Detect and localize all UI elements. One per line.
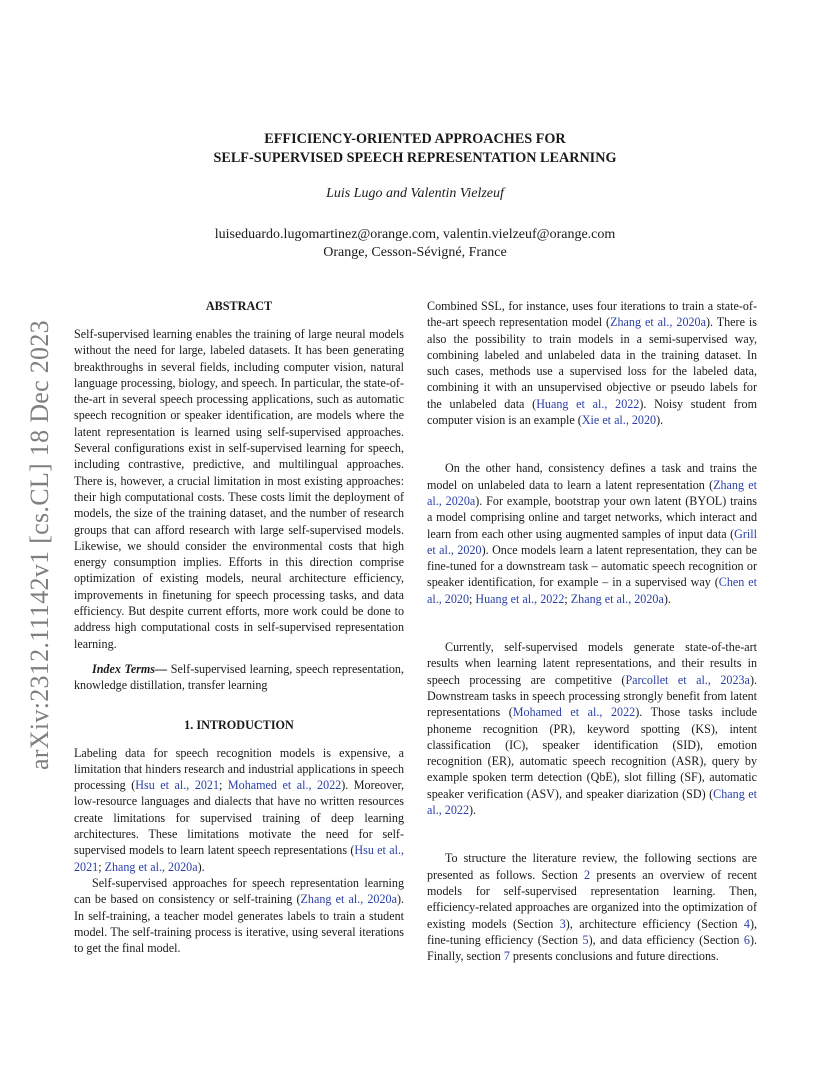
index-terms (74, 661, 404, 694)
affiliation-block (130, 226, 700, 262)
citation-link[interactable]: Zhang et al., 2020a (104, 859, 198, 874)
author-emails: luiseduardo.lugomartinez@orange.com, valentin.vielzeuf@orange.com (214, 227, 616, 242)
abstract-text: Self-supervised learning enables the training of large neural models without the need for large, labeled datasets. It has been generating breakthroughs in several fields, including computer vision, natural language processing, biology, and speech. In particular, the state-of-the-art in several speech processing applications, such as automatic speech recognition or speaker identification, are models where the latent representation is learned using self-supervised approaches. Several configurations exist in self-supervised learning for speech, including contrastive, predictive, and multilingual approaches. There is, however, a crucial limitation in most existing approaches: their high computational costs. These costs limit the deployment of models, the size of the training dataset, and the number of research groups that can afford research with large self-supervised models. Likewise, we should consider the environmental costs that high energy consumption implies. Efforts in this direction comprise optimization of existing models, neural architecture efficiency, improvements in finetuning for speech processing tasks, and data efficiency. But despite current efforts, more work could be done to address high computational costs in self-supervised representation learning. (74, 327, 404, 651)
affiliation: Orange, Cesson-Sévigné, France (323, 245, 507, 260)
intro-paragraph-2: Self-supervised approaches for speech representation learning can be based on consistency or self-training (Zhang et al., 2020a). In self-training, a teacher model generates labels to train a student model. The self-training process is iterative, using several iterations to get the final model. (74, 875, 405, 956)
section-link[interactable]: 3 (559, 916, 566, 931)
citation-link[interactable]: Chen et al., 2020 (427, 575, 758, 606)
citation-link[interactable]: Zhang et al., 2020a (570, 591, 664, 606)
citation-link[interactable]: Huang et al., 2022 (536, 396, 640, 411)
intro-paragraph-6: To structure the literature review, the following sections are presented as follows. Section 2 presents an overview of recent models for self-supervised representation learning. Then, efficiency-related approaches are organized into the optimization of existing models (Section 3), architecture efficiency (Section 4), fine-tuning efficiency (Section 5), and data efficiency (Section 6). Finally, section 7 presents conclusions and future directions. (427, 851, 757, 964)
intro-paragraph-3: Combined SSL, for instance, uses four iterations to train a state-of-the-art speech representation model (Zhang et al., 2020a). There is also the possibility to train models in a semi-supervised way, combining labeled and unlabeled data in the training dataset. In such cases, methods use a supervised loss for the labeled data, combining it with an unsupervised objective or pseudo labels for the unlabeled data (Huang et al., 2022). Noisy student from computer vision is an example (Xie et al., 2020). (427, 299, 757, 428)
right-column (427, 298, 757, 964)
intro-paragraph-1: Labeling data for speech recognition models is expensive, a limitation that hinders research and industrial applications in speech processing (Hsu et al., 2021; Mohamed et al., 2022). Moreover, low-resource languages and dialects that have no written resources create limitations for supervised training of deep learning architectures. These limitations motivate the need for self-supervised models to learn latent speech representations (Hsu et al., 2021; Zhang et al., 2020a). (74, 745, 405, 874)
citation-link[interactable]: Grill et al., 2020 (427, 526, 757, 557)
citation-link[interactable]: Zhang et al., 2020a (427, 477, 757, 508)
abstract-heading: ABSTRACT (205, 299, 273, 313)
section-link[interactable]: 7 (503, 949, 510, 964)
citation-link[interactable]: Zhang et al., 2020a (610, 315, 706, 330)
title-line-1: EFFICIENCY-ORIENTED APPROACHES FOR (264, 131, 566, 147)
citation-link[interactable]: Zhang et al., 2020a (300, 892, 397, 907)
citation-link[interactable]: Mohamed et al., 2022 (512, 705, 636, 720)
citation-link[interactable]: Parcollet et al., 2023a (625, 672, 750, 687)
intro-paragraph-5: Currently, self-supervised models generate state-of-the-art results when learning latent representations, and their results in speech processing are competitive (Parcollet et al., 2023a). Downstream tasks in speech processing strongly benefit from latent representations (Mohamed et al., 2022). Those tasks include phoneme recognition (PR), keyword spotting (KS), intent classification (IC), speaker identification (SID), emotion recognition (ER), automatic speech recognition (ASR), query by example spoken term detection (QbE), slot filling (SF), automatic speaker verification (ASV), and speaker diarization (SD) (Chang et al., 2022). (427, 640, 758, 818)
left-column (74, 298, 404, 956)
title-line-2: SELF-SUPERVISED SPEECH REPRESENTATION LEARNING (213, 150, 617, 166)
citation-link[interactable]: Huang et al., 2022 (475, 591, 565, 606)
index-terms-text: Self-supervised learning, speech representation, knowledge distillation, transfer learning (74, 661, 404, 693)
paper-title (130, 130, 700, 168)
index-terms-label: Index Terms— (92, 661, 168, 676)
section-link[interactable]: 4 (743, 916, 750, 931)
section-link[interactable]: 2 (584, 867, 591, 882)
citation-link[interactable]: Mohamed et al., 2022 (227, 778, 342, 793)
authors: Luis Lugo and Valentin Vielzeuf (326, 186, 504, 201)
arxiv-sidebar (20, 290, 60, 770)
intro-heading: 1. INTRODUCTION (184, 717, 294, 732)
citation-link[interactable]: Hsu et al., 2021 (74, 843, 404, 874)
citation-link[interactable]: Chang et al., 2022 (427, 786, 757, 818)
section-link[interactable]: 5 (582, 932, 589, 947)
citation-link[interactable]: Hsu et al., 2021 (135, 778, 220, 793)
intro-paragraph-4: On the other hand, consistency defines a task and trains the model on unlabeled data to learn a latent representation (Zhang et al., 2020a). For example, bootstrap your own latent (BYOL) trains a model comprising online and target networks, which interact and learn from each other using augmented samples of input data (Grill et al., 2020). Once models learn a latent representation, they can be fine-tuned for a downstream task – automatic speech recognition or speaker identification, for example – in a supervised way (Chen et al., 2020; Huang et al., 2022; Zhang et al., 2020a). (427, 461, 758, 606)
section-link[interactable]: 6 (743, 932, 750, 947)
arxiv-identifier: arXiv:2312.11142v1 [cs.CL] 18 Dec 2023 (25, 320, 54, 770)
citation-link[interactable]: Xie et al., 2020 (581, 413, 657, 428)
